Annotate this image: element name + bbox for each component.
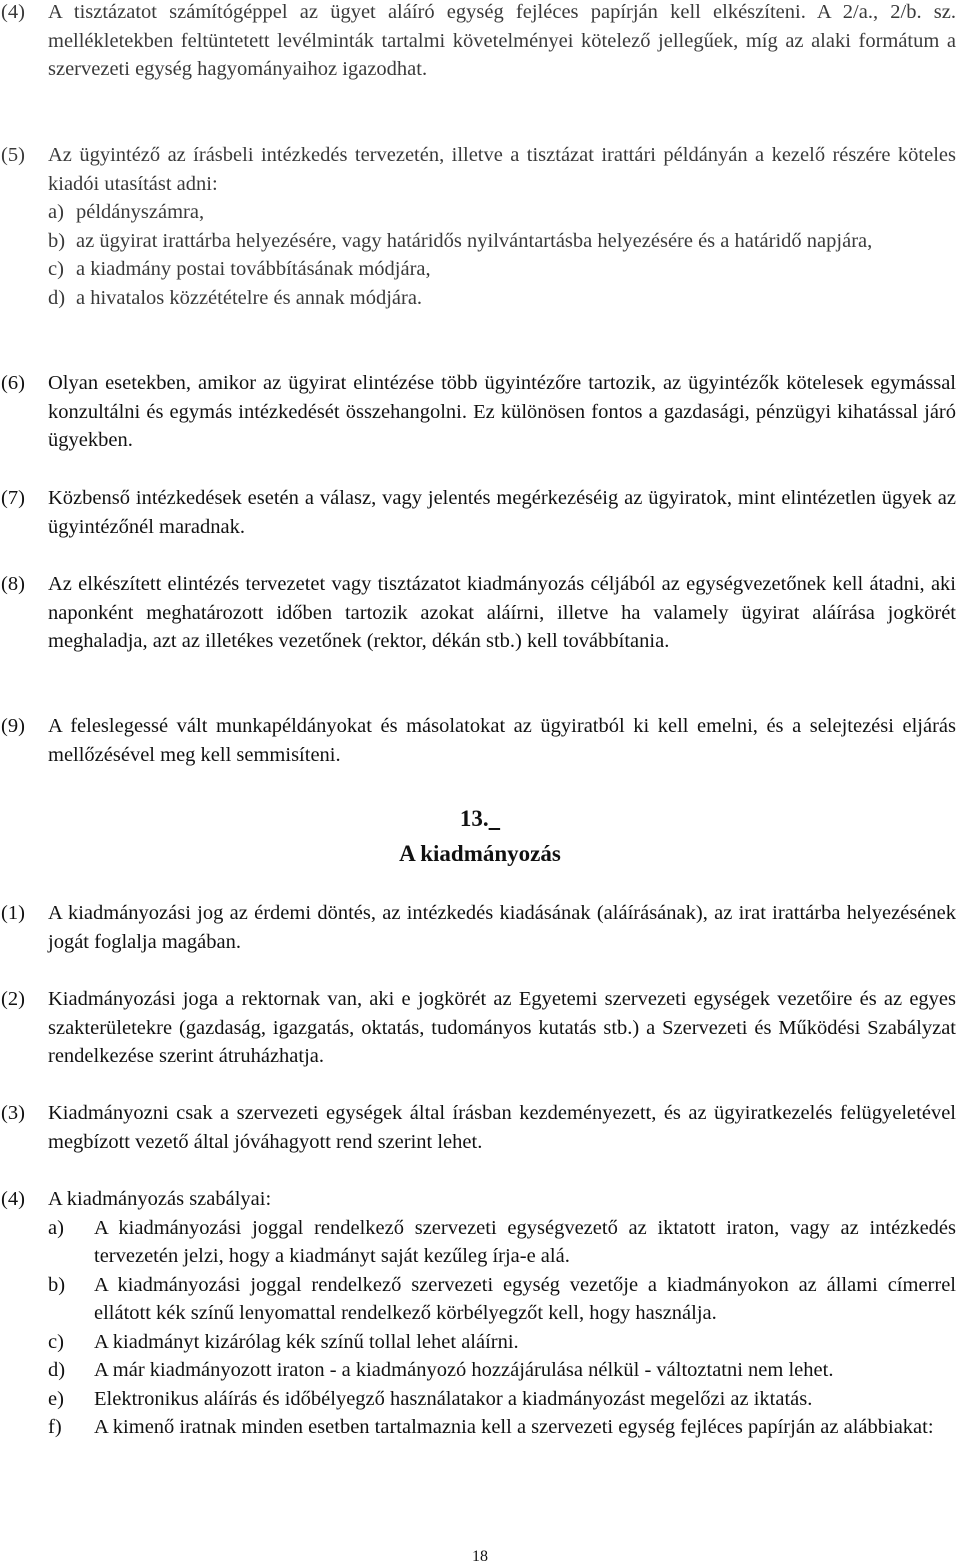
list-item: c) a kiadmány postai továbbításának módjára,: [48, 258, 431, 280]
paragraph-6: [0, 369, 956, 455]
paragraph-number: (4): [1, 1, 25, 23]
list-item: f) A kimenő iratnak minden esetben tartalmaznia kell a szervezeti egység fejléces papírján az alábbiakat:: [48, 1416, 934, 1438]
section-title: A kiadmányozás: [399, 841, 561, 866]
section-paragraph-2: [0, 985, 956, 1071]
list-item: b) A kiadmányozási joggal rendelkező szervezeti egység vezetője a kiadmányokon az állami címerrel ellátott kék színű lenyomattal rendelkező körbélyegzőt kell, hogy használja.: [48, 1273, 956, 1324]
paragraph-4: [0, 0, 956, 84]
paragraph-number: (3): [1, 1102, 25, 1124]
section-number: 13.: [459, 806, 489, 831]
section-paragraph-3: [0, 1099, 956, 1156]
paragraph-text: A tisztázatot számítógéppel az ügyet aláíró egység fejléces papírján kell elkészíteni. A 2/a., 2/b. sz. mellékletekben feltüntetett levélminták tartalmi követelményei kötelező jellegűek, míg az alaki formátum a szervezeti egység hagyományaihoz igazodhat.: [48, 1, 956, 80]
list-item: d) A már kiadmányozott iraton - a kiadmányozó hozzájárulása nélkül - változtatni nem lehet.: [48, 1359, 834, 1381]
list-item: a) A kiadmányozási joggal rendelkező szervezeti egységvezető az iktatott iraton, vagy az intézkedés tervezetén jelzi, hogy a kiadmányt saját kezűleg írja-e alá.: [48, 1216, 956, 1267]
paragraph-text: Az elkészített elintézés tervezetet vagy tisztázatot kiadmányozás céljából az egységvezetőnek kell átadni, aki naponként meghatározott időben tartozik azokat aláírni, illetve ha valamely ügyirat aláírása jogkörét meghaladja, azt az illetékes vezetőnek (rektor, dékán stb.) kell továbbítania.: [48, 573, 956, 652]
paragraph-text: A kiadmányozási jog az érdemi döntés, az intézkedés kiadásának (aláírásának), az irat irattárba helyezésének jogát foglalja magában.: [48, 902, 956, 953]
paragraph-number: (5): [1, 144, 25, 166]
paragraph-number: (4): [1, 1188, 25, 1210]
list-item: a) példányszámra,: [48, 201, 205, 223]
paragraph-number: (7): [1, 487, 25, 509]
list-item: d) a hivatalos közzétételre és annak módjára.: [48, 286, 423, 309]
paragraph-text: A feleslegessé vált munkapéldányokat és másolatokat az ügyiratból ki kell emelni, és a selejtezési eljárás mellőzésével meg kell semmisíteni.: [48, 715, 956, 766]
paragraph-number: (1): [1, 902, 25, 924]
paragraph-number: (6): [1, 372, 25, 394]
paragraph-8: [0, 570, 956, 656]
rules-list: [48, 1214, 956, 1442]
paragraph-number: (9): [1, 715, 25, 737]
paragraph-text: Kiadmányozni csak a szervezeti egységek által írásban kezdeményezett, és az ügyiratkezelés felügyeletével megbízott vezető által jóváhagyott rend szerint lehet.: [48, 1102, 956, 1153]
section-paragraph-1: [0, 899, 956, 956]
paragraph-number: (8): [1, 573, 25, 595]
paragraph-5: [0, 141, 956, 312]
instruction-list: [48, 198, 956, 312]
list-item: e) Elektronikus aláírás és időbélyegző használatakor a kiadmányozást megelőzi az iktatás.: [48, 1387, 813, 1410]
list-item: b) az ügyirat irattárba helyezésére, vagy határidős nyilvántartásba helyezésére és a határidő napjára,: [48, 229, 873, 252]
paragraph-7: [0, 484, 956, 541]
paragraph-text: A kiadmányozás szabályai:: [48, 1188, 272, 1210]
paragraph-text: Közbenső intézkedések esetén a válasz, vagy jelentés megérkezéséig az ügyiratok, mint elintézetlen ügyek az ügyintézőnél maradnak.: [48, 487, 956, 538]
section-paragraph-4: [0, 1185, 956, 1442]
paragraph-text: Olyan esetekben, amikor az ügyirat elintézése több ügyintézőre tartozik, az ügyintézők kötelesek egymással konzultálni és egymás intézkedését összehangolni. Ez különösen fontos a gazdasági, pénzügyi kihatással járó ügyekben.: [48, 372, 956, 451]
paragraph-text: Kiadmányozási joga a rektornak van, aki e jogkörét az Egyetemi szervezeti egységek vezetőire és az egyes szakterületekre (gazdaság, igazgatás, oktatás, tudományos kutatás stb.) a Szervezeti és Működési Szabályzat rendelkezése szerint átruházhatja.: [48, 988, 956, 1067]
page-number: 18: [472, 1548, 488, 1565]
paragraph-number: (2): [1, 988, 25, 1010]
list-item: c) A kiadmányt kizárólag kék színű tollal lehet aláírni.: [48, 1330, 519, 1353]
paragraph-9: [0, 712, 956, 769]
paragraph-text: Az ügyintéző az írásbeli intézkedés tervezetén, illetve a tisztázat irattári példányán a kezelő részére köteles kiadói utasítást adni:: [48, 144, 956, 195]
